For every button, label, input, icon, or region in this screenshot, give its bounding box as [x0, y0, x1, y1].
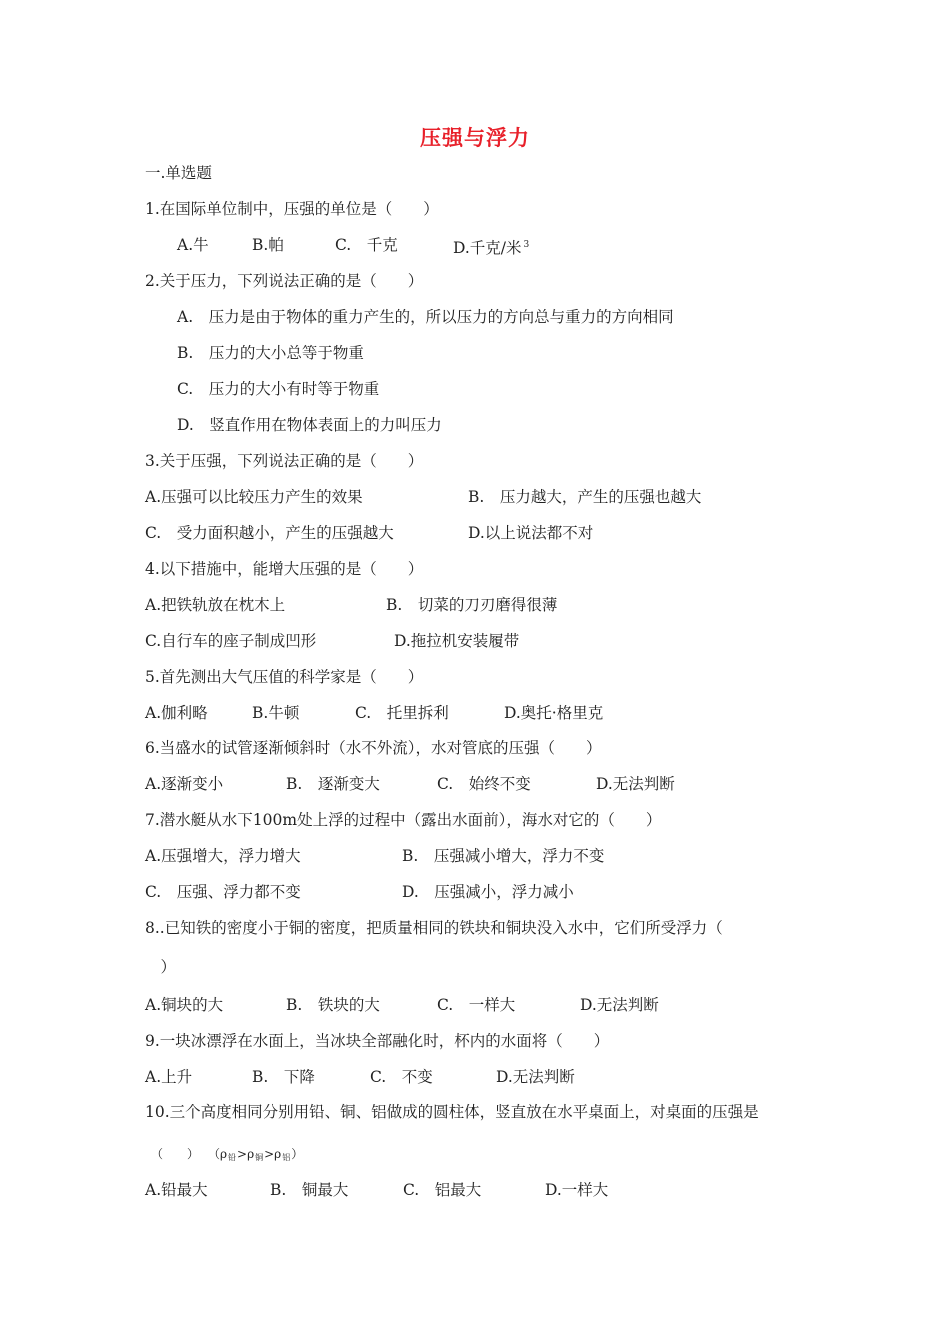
question-3: 3.关于压强，下列说法正确的是（ ）: [145, 452, 424, 470]
q1-option-d: D.千克/米 $^3$: [453, 239, 530, 257]
q3-option-b: B. 压力越大，产生的压强也越大: [468, 488, 702, 506]
q3-option-a: A.压强可以比较压力产生的效果: [145, 488, 363, 506]
q9-option-b: B. 下降: [252, 1068, 315, 1086]
question-8: 8..已知铁的密度小于铜的密度，把质量相同的铁块和铜块没入水中，它们所受浮力（: [145, 919, 723, 937]
q6-option-c: C. 始终不变: [437, 775, 531, 793]
q4-option-b: B. 切菜的刀刃磨得很薄: [386, 596, 558, 614]
q4-option-a: A.把铁轨放在枕木上: [145, 596, 286, 614]
question-2: 2.关于压力，下列说法正确的是（ ）: [145, 272, 424, 290]
q8-option-c: C. 一样大: [437, 996, 516, 1014]
section-heading: 一.单选题: [145, 164, 212, 182]
question-10-continued: （ ） $(\rho_铅>\rho_铜>\rho_铝)$: [151, 1147, 304, 1162]
q6-option-a: A.逐渐变小: [145, 775, 224, 793]
q9-option-c: C. 不变: [370, 1068, 433, 1086]
q6-option-d: D.无法判断: [596, 775, 675, 793]
q5-option-b: B.牛顿: [252, 704, 300, 722]
question-9: 9.一块冰漂浮在水面上，当冰块全部融化时，杯内的水面将（ ）: [145, 1032, 610, 1050]
page-title: 压强与浮力: [420, 125, 530, 150]
q1-option-b: B.帕: [252, 236, 284, 254]
question-5: 5.首先测出大气压值的科学家是（ ）: [145, 668, 424, 686]
q4-option-c: C.自行车的座子制成凹形: [145, 632, 317, 650]
q8-option-b: B. 铁块的大: [286, 996, 380, 1014]
q5-option-d: D.奥托·格里克: [504, 704, 604, 722]
q1-option-a: A.牛: [177, 236, 209, 254]
q10-option-a: A.铅最大: [145, 1181, 208, 1199]
q8-option-a: A.铜块的大: [145, 996, 224, 1014]
q10-option-c: C. 铝最大: [403, 1181, 482, 1199]
question-4: 4.以下措施中，能增大压强的是（ ）: [145, 560, 424, 578]
question-10: 10.三个高度相同分别用铅、铜、铝做成的圆柱体，竖直放在水平桌面上，对桌面的压强是: [145, 1103, 759, 1121]
question-7: 7.潜水艇从水下100m处上浮的过程中（露出水面前），海水对它的（ ）: [145, 811, 662, 829]
q5-option-c: C. 托里拆利: [355, 704, 449, 722]
q2-option-d: D. 竖直作用在物体表面上的力叫压力: [177, 416, 442, 434]
q10-option-d: D.一样大: [545, 1181, 609, 1199]
question-1: 1.在国际单位制中，压强的单位是（ ）: [145, 200, 439, 218]
q7-option-c: C. 压强、浮力都不变: [145, 883, 301, 901]
q2-option-b: B. 压力的大小总等于物重: [177, 344, 364, 362]
q9-option-a: A.上升: [145, 1068, 193, 1086]
q5-option-a: A.伽利略: [145, 704, 208, 722]
q1-option-c: C. 千克: [335, 236, 398, 254]
q10-option-b: B. 铜最大: [270, 1181, 349, 1199]
density-relation: $(\rho_铅>\rho_铜>\rho_铝)$: [207, 1147, 304, 1162]
q2-option-a: A. 压力是由于物体的重力产生的，所以压力的方向总与重力的方向相同: [177, 308, 674, 326]
q3-option-d: D.以上说法都不对: [468, 524, 594, 542]
q8-option-d: D.无法判断: [580, 996, 659, 1014]
question-8-continued: ）: [145, 958, 177, 976]
q3-option-c: C. 受力面积越小，产生的压强越大: [145, 524, 394, 542]
q4-option-d: D.拖拉机安装履带: [394, 632, 520, 650]
question-6: 6.当盛水的试管逐渐倾斜时（水不外流），水对管底的压强（ ）: [145, 739, 602, 757]
q9-option-d: D.无法判断: [496, 1068, 575, 1086]
q2-option-c: C. 压力的大小有时等于物重: [177, 380, 380, 398]
q7-option-a: A.压强增大，浮力增大: [145, 847, 301, 865]
q7-option-d: D. 压强减小，浮力减小: [402, 883, 574, 901]
q6-option-b: B. 逐渐变大: [286, 775, 380, 793]
superscript-3: 3: [523, 240, 530, 250]
q7-option-b: B. 压强减小增大，浮力不变: [402, 847, 605, 865]
